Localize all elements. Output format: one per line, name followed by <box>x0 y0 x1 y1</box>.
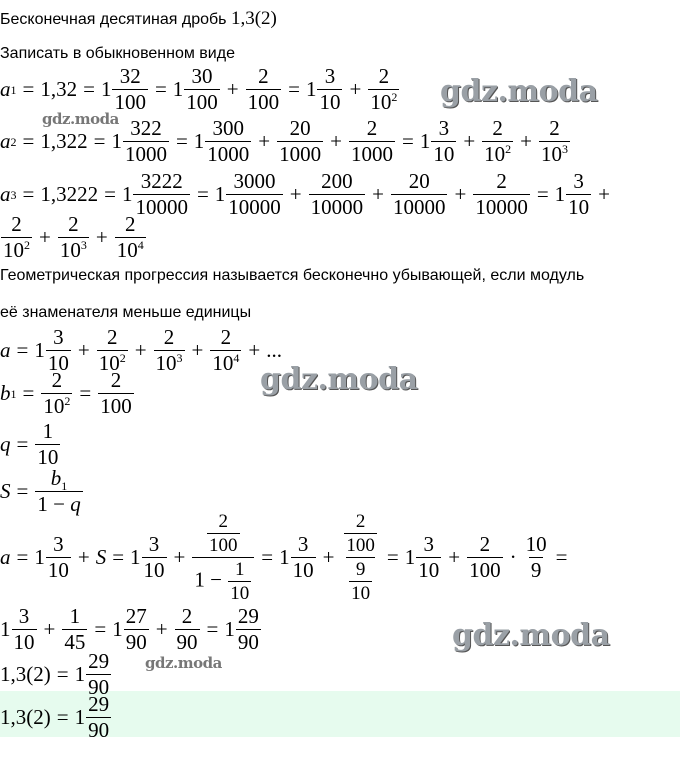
watermark: gdz.moda <box>145 654 222 672</box>
watermark: gdz.moda <box>452 618 610 653</box>
paragraph-1: Геометрическая прогрессия называется бесконечно убывающей, если модуль <box>0 267 585 284</box>
subtitle: Записать в обыкновенном виде <box>0 45 235 62</box>
equation-sum: a = 1 $\frac{3}{10}$ + S = 1 $\frac{3}{10}$ + $\frac{2}{100}$ 1 − $\frac{1}{10}$ = 1 $\frac{3}{10}$ + $\frac{\frac{2}{100}}{\frac{9}{10}}$ = 1 $\frac{3}{10}$ + $\frac{2}{100}$ · $\frac{10}{9}$ = <box>0 511 568 604</box>
result-line: 1,3(2) = 1 $\frac{29}{90}$ <box>0 649 110 699</box>
watermark: gdz.moda <box>440 74 598 109</box>
equation-a2: a 2 = 1,322 = 1 $\frac{322}{1000}$ = 1 $\frac{300}{1000}$ + $\frac{20}{1000}$ + $\frac{2}{1000}$ = 1 $\frac{3}{10}$ + $\frac{2}{10^2}$ + $\frac{2}{10^3}$ <box>0 116 568 166</box>
title-value: 1,3(2) <box>230 8 277 29</box>
watermark: gdz.moda <box>260 362 418 397</box>
title: Бесконечная десятиная дробь <box>0 11 227 28</box>
equation-a3-cont: $\frac{2}{10^2}$ + $\frac{2}{10^3}$ + $\frac{2}{10^4}$ <box>3 212 144 262</box>
paragraph-2: её знаменателя меньше единицы <box>0 304 252 321</box>
equation-final: 1 $\frac{3}{10}$ + $\frac{1}{45}$ = 1 $\frac{27}{90}$ + $\frac{2}{90}$ = 1 $\frac{29}{90}$ <box>0 604 259 654</box>
equation-a1: a 1 = 1,32 = 1 $\frac{32}{100}$ = 1 $\frac{30}{100}$ + $\frac{2}{100}$ = 1 $\frac{3}{10}$ + $\frac{2}{10^2}$ <box>0 64 398 114</box>
equation-a3: a 3 = 1,3222 = 1 $\frac{3222}{10000}$ = 1 $\frac{3000}{10000}$ + $\frac{200}{10000}$ + $\frac{20}{10000}$ + $\frac{2}{10000}$ = 1 $\frac{3}{10}$ + <box>0 169 610 219</box>
equation-b1: b 1 = $\frac{2}{10^2}$ = $\frac{2}{100}$ <box>0 368 132 418</box>
title-line <box>0 8 277 30</box>
equation-q: q = $\frac{1}{10}$ <box>0 419 59 469</box>
series-a: a = 1 $\frac{3}{10}$ + $\frac{2}{10^2}$ + $\frac{2}{10^3}$ + $\frac{2}{10^4}$ + ... <box>0 325 282 375</box>
watermark: gdz.moda <box>42 110 119 128</box>
equation-s: S = $\frac{b_1}{1 - q}$ <box>0 466 81 516</box>
answer: 1,3(2) = 1 $\frac{29}{90}$ <box>0 692 110 742</box>
